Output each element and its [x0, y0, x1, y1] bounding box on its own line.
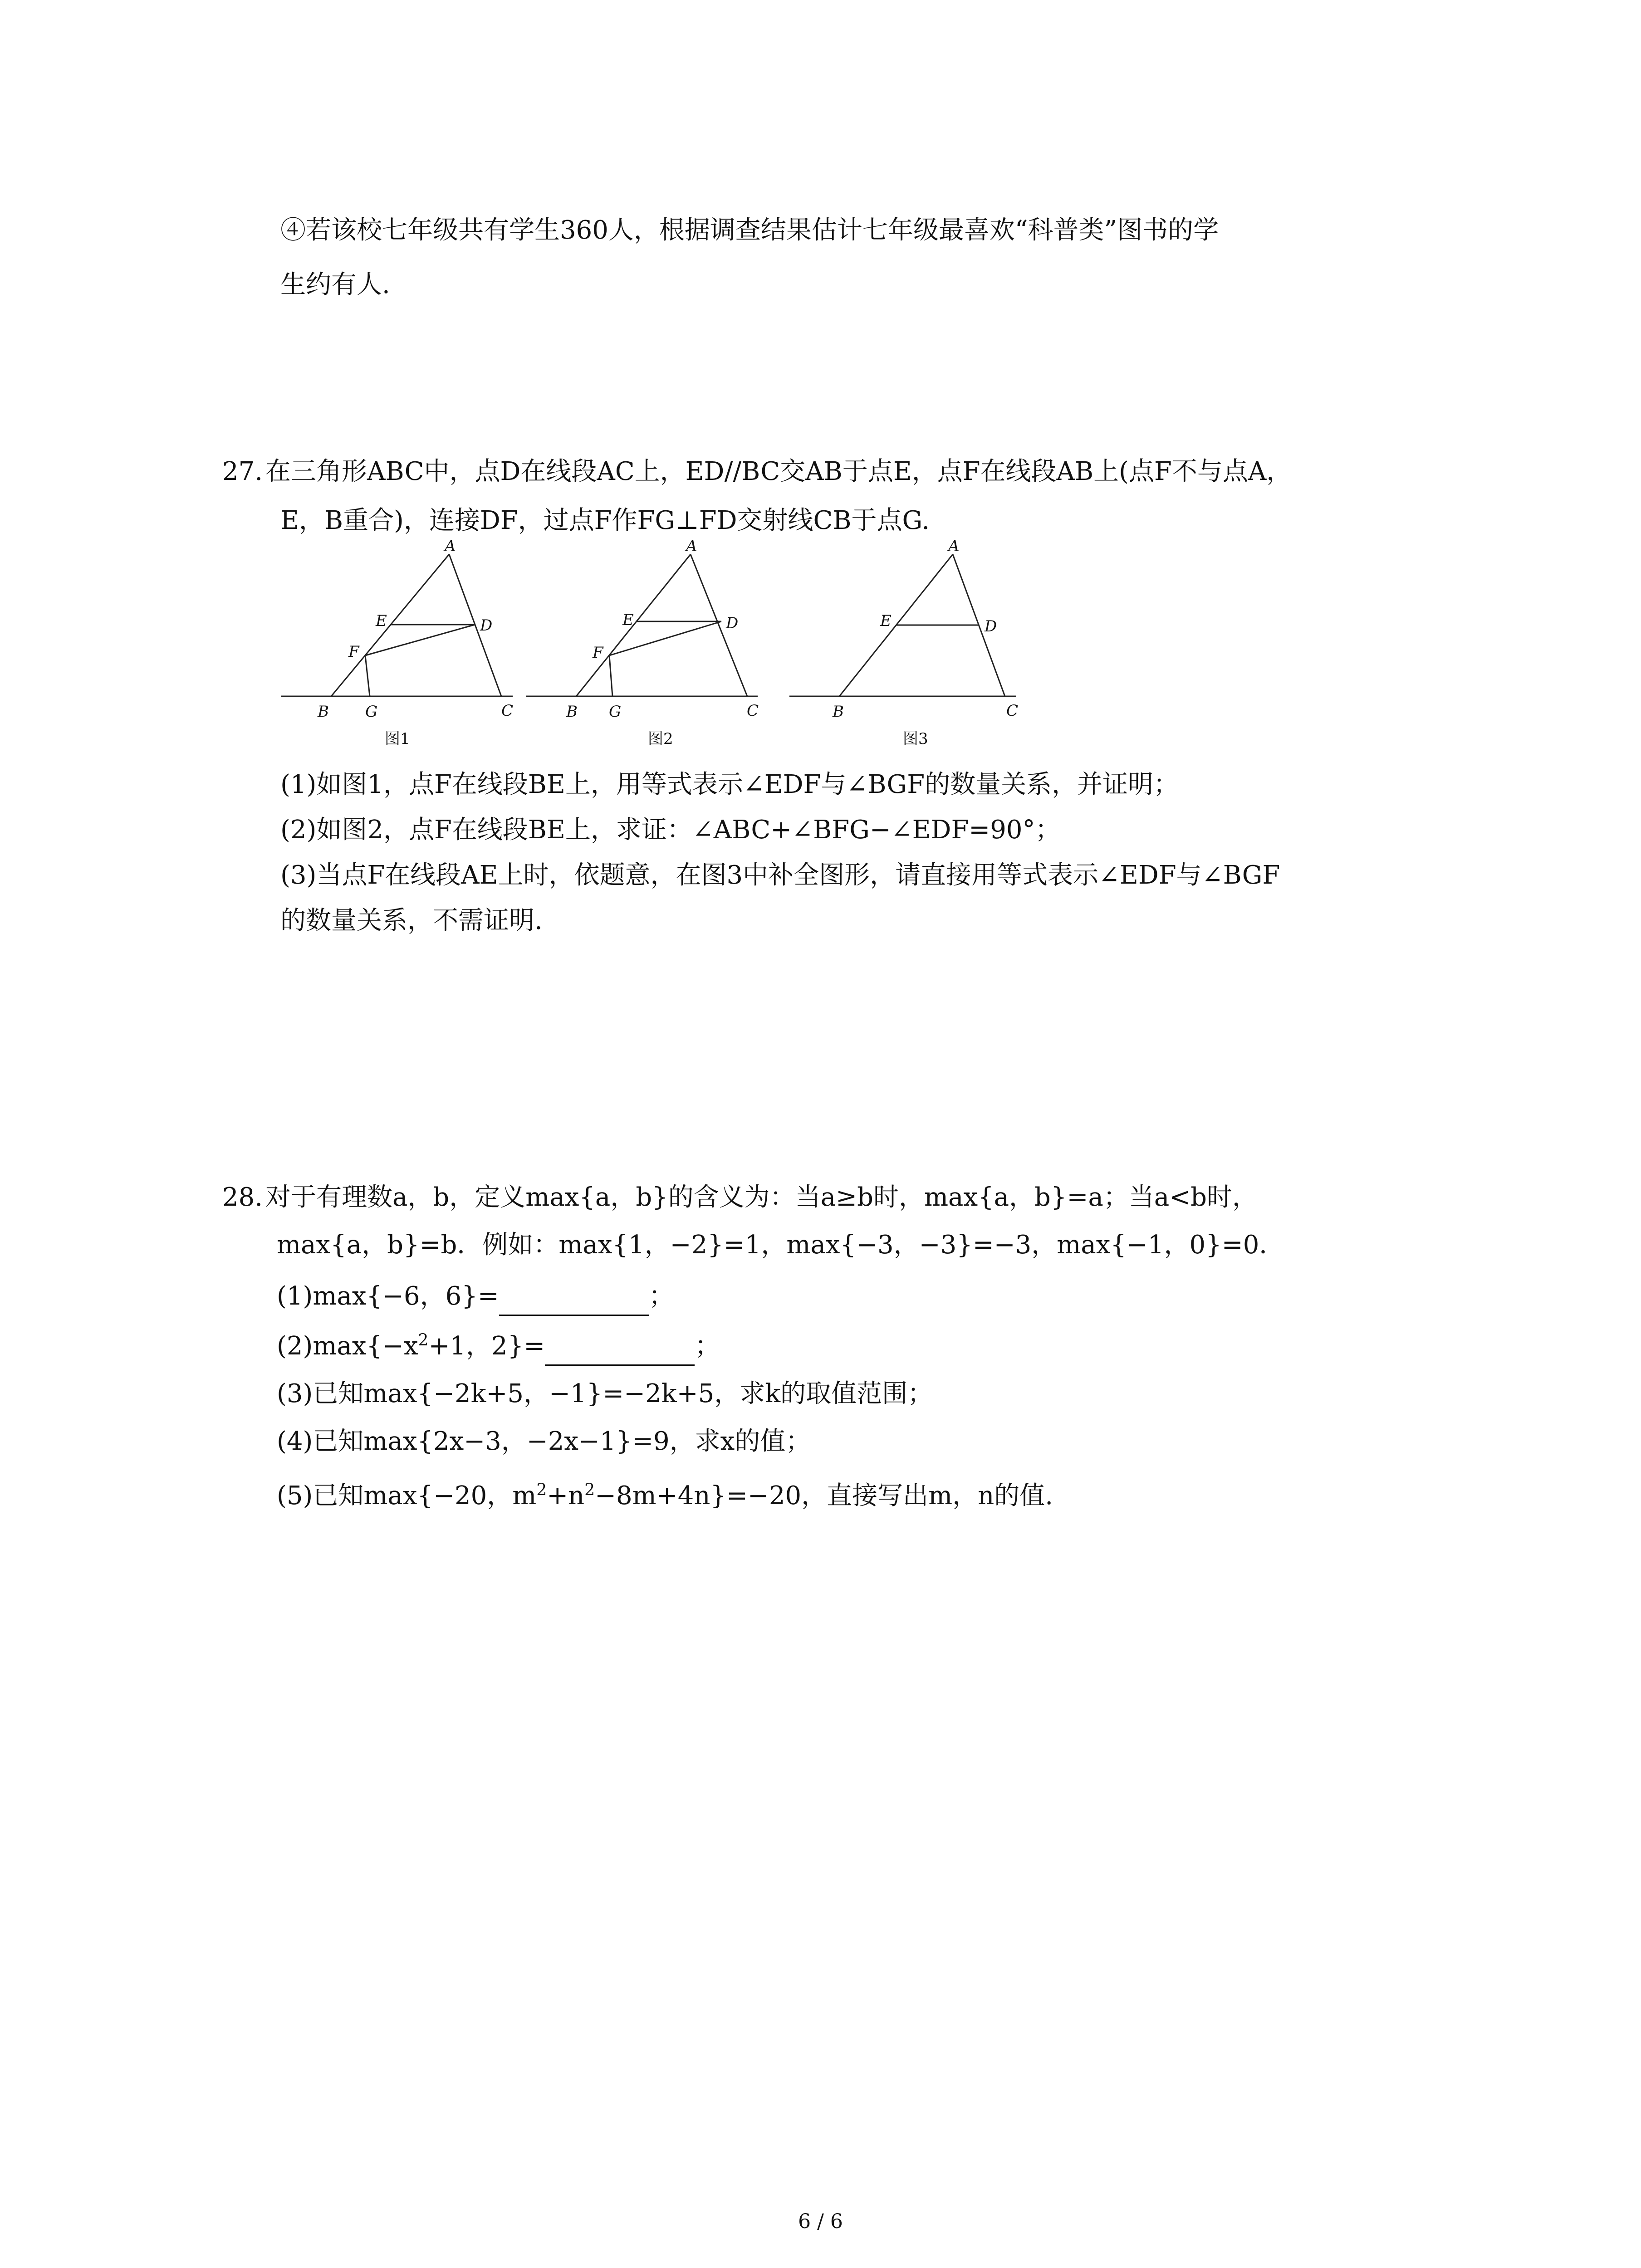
q28-sub5 [277, 1478, 1053, 1514]
q28-sub2-exponent: 2 [418, 1331, 429, 1350]
q28-sub3 [277, 1376, 933, 1412]
q28-sub3-text: (3)已知max{−2k+5，−1}=−2k+5，求k的取值范围； [277, 1379, 933, 1408]
q28-sub4 [277, 1423, 811, 1460]
fig2-label-e: E [622, 611, 634, 629]
fig2-segment-fg [609, 655, 612, 696]
q27-sub1-text: (1)如图1，点F在线段BE上，用等式表示∠EDF与∠BGF的数量关系，并证明； [280, 770, 1179, 799]
fig2-label-g: G [609, 703, 622, 721]
q28-line1 [222, 1179, 1258, 1216]
q26-line1 [280, 212, 1219, 249]
q28-sub2-pre: (2)max{−x [277, 1331, 418, 1361]
fig1-label-c: C [501, 702, 514, 720]
fig2-label-a: A [686, 537, 697, 555]
q27-sub3-text-2: 的数量关系，不需证明. [280, 906, 543, 935]
q28-stem-1: 对于有理数a，b，定义max{a，b}的含义为：当a≥b时，max{a，b}=a；当a<b时， [265, 1183, 1258, 1212]
q27-sub2 [280, 812, 1060, 848]
fig2-caption: 图2 [648, 730, 673, 748]
figure-2-diagram [526, 537, 780, 762]
q28-sub1-pre: (1)max{−6，6}= [277, 1281, 499, 1311]
fig1-label-d: D [480, 616, 493, 635]
fig1-label-e: E [376, 612, 387, 630]
q28-sub1-post: ； [648, 1281, 674, 1311]
q28-sub2-mid: +1，2}= [428, 1331, 545, 1361]
q28-stem-2: max{a，b}=b．例如：max{1，−2}=1，max{−3，−3}=−3，max{−1，0}=0． [277, 1230, 1285, 1260]
q28-sub2 [277, 1328, 720, 1366]
fig1-label-f: F [348, 643, 359, 661]
q28-number: 28. [222, 1183, 263, 1212]
q28-sub5-a: (5)已知max{−20，m [277, 1481, 537, 1510]
q28-sub1 [277, 1278, 674, 1316]
fig3-caption: 图3 [903, 730, 928, 748]
q28-sub1-answer-blank[interactable] [499, 1278, 649, 1316]
figure-1 [272, 537, 526, 764]
figure-1-diagram [272, 537, 526, 762]
fig3-label-c: C [1006, 702, 1019, 720]
fig2-side-ac [691, 554, 747, 696]
fig2-label-c: C [747, 702, 759, 720]
q27-sub2-text: (2)如图2，点F在线段BE上，求证：∠ABC+∠BFG−∠EDF=90°； [280, 815, 1061, 845]
q27-sub1 [280, 767, 1179, 803]
q27-line2 [280, 503, 930, 539]
fig3-label-b: B [833, 703, 844, 721]
q27-sub3-text-1: (3)当点F在线段AE上时，依题意，在图3中补全图形，请直接用等式表示∠EDF与∠BGF [280, 860, 1280, 890]
figure-3 [789, 537, 1043, 764]
fig2-label-b: B [566, 703, 578, 721]
fig1-label-b: B [318, 703, 329, 721]
q28-sub2-answer-blank[interactable] [545, 1328, 695, 1366]
page-number: 6 / 6 [798, 2210, 843, 2233]
q27-line1 [222, 454, 1292, 490]
q28-sub5-b: +n [547, 1481, 585, 1510]
fig1-label-g: G [365, 703, 378, 721]
fig1-label-a: A [445, 537, 456, 555]
q28-sub5-exponent-1: 2 [536, 1481, 547, 1500]
fig3-label-d: D [985, 617, 997, 635]
q27-stem-1: 在三角形ABC中，点D在线段AC上，ED//BC交AB于点E，点F在线段AB上(点F不与点A， [265, 457, 1292, 486]
q26-text-1: ④若该校七年级共有学生360人，根据调查结果估计七年级最喜欢“科普类”图书的学 [280, 215, 1219, 245]
q28-sub5-c: −8m+4n}=−20，直接写出m，n的值. [595, 1481, 1053, 1510]
q28-line2 [277, 1227, 1284, 1263]
fig3-label-a: A [948, 537, 960, 555]
q27-sub3-line2 [280, 903, 543, 939]
q26-text-2: 生约有人. [280, 270, 390, 299]
figure-2 [526, 537, 780, 764]
q28-sub4-text: (4)已知max{2x−3，−2x−1}=9，求x的值； [277, 1427, 811, 1456]
fig3-label-e: E [880, 612, 892, 630]
fig1-segment-fg [365, 655, 370, 696]
fig1-caption: 图1 [385, 730, 410, 748]
q26-line2 [280, 267, 390, 303]
fig2-label-d: D [726, 614, 739, 632]
q28-sub5-exponent-2: 2 [584, 1481, 595, 1500]
q27-number: 27. [222, 457, 263, 486]
figure-3-diagram [789, 537, 1043, 762]
q27-stem-2: E，B重合)，连接DF，过点F作FG⊥FD交射线CB于点G. [280, 506, 930, 535]
q27-sub3-line1 [280, 857, 1280, 894]
fig2-label-f: F [593, 644, 603, 662]
q28-sub2-post: ； [695, 1331, 720, 1361]
